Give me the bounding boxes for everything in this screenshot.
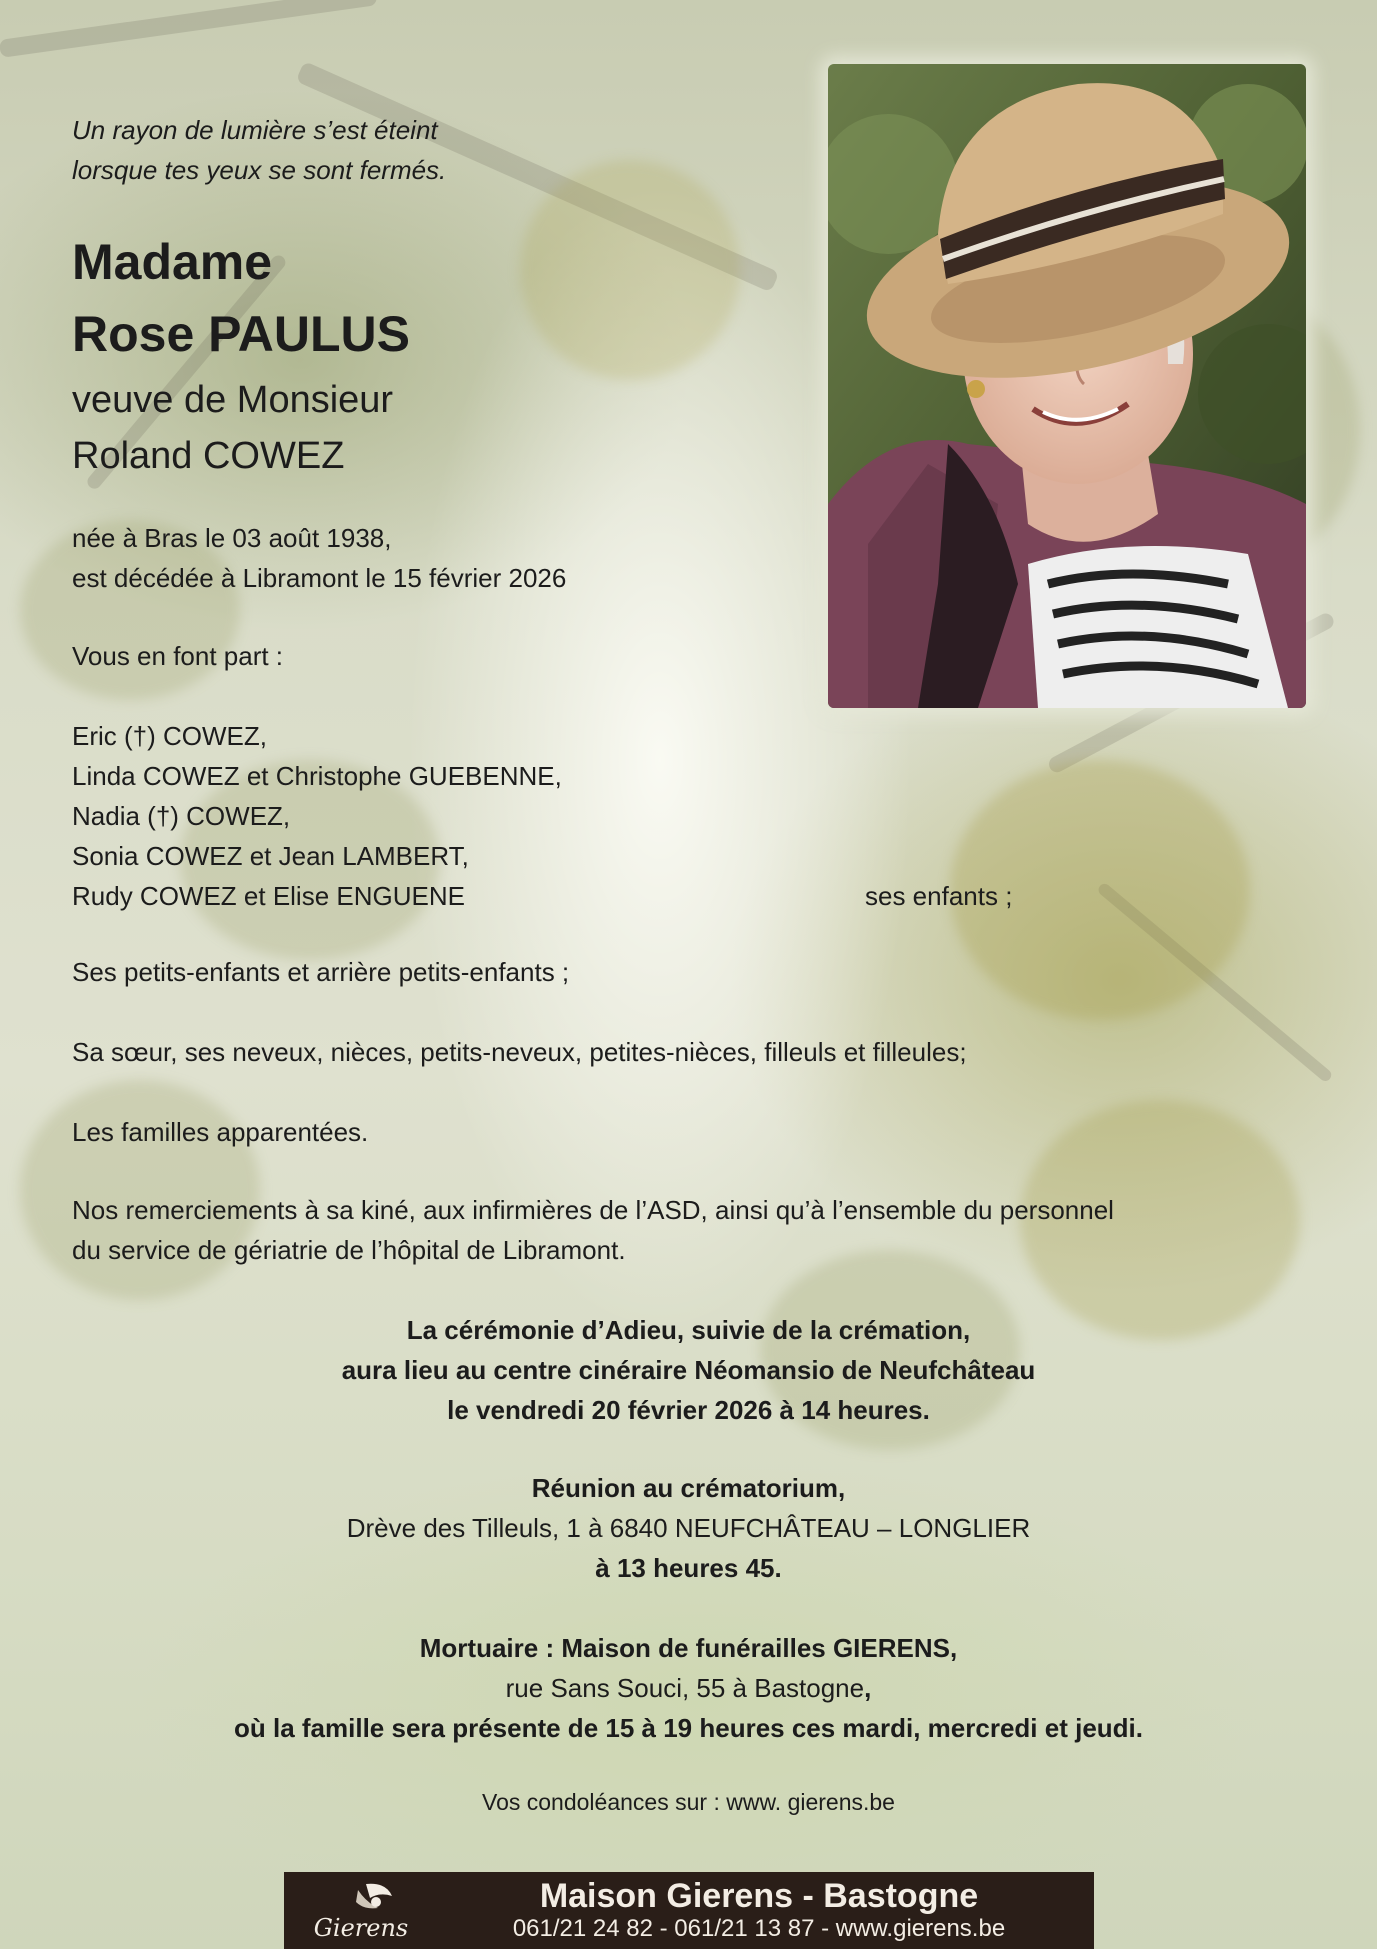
ceremony-block xyxy=(0,1310,1377,1430)
deceased-name-block xyxy=(72,226,410,370)
deceased-title: Madame xyxy=(72,234,273,290)
thanks-block xyxy=(72,1190,1114,1270)
list-item: Linda COWEZ et Christophe GUEBENNE, xyxy=(72,761,562,791)
children-relation: ses enfants ; xyxy=(865,881,1013,911)
gierens-logo xyxy=(306,1878,416,1944)
widow-block xyxy=(72,372,393,484)
portrait-photo xyxy=(828,64,1306,708)
related-families-line: Les familles apparentées. xyxy=(72,1117,369,1147)
deceased-name: Rose PAULUS xyxy=(72,306,411,362)
thanks-line-1: Nos remerciements à sa kiné, aux infirmières de l’ASD, ainsi qu’à l’ensemble du personnel xyxy=(72,1195,1114,1225)
widow-line-1: veuve de Monsieur xyxy=(72,379,394,421)
footer-title: Maison Gierens - Bastogne xyxy=(539,1877,979,1915)
list-item: Rudy COWEZ et Elise ENGUENE xyxy=(72,881,465,911)
birth-line: née à Bras le 03 août 1938, xyxy=(72,523,392,553)
thanks-line-2: du service de gériatrie de l’hôpital de Libramont. xyxy=(72,1235,626,1265)
siblings-line: Sa sœur, ses neveux, nièces, petits-neveux, petites-nièces, filleuls et filleules; xyxy=(72,1037,967,1067)
verse-line-1: Un rayon de lumière s’est éteint xyxy=(72,115,438,145)
list-item: Nadia (†) COWEZ, xyxy=(72,801,291,831)
children-list xyxy=(72,716,562,916)
footer-banner xyxy=(284,1872,1094,1949)
mortuary-address: rue Sans Souci, 55 à Bastogne xyxy=(505,1673,865,1703)
death-line: est décédée à Libramont le 15 février 2026 xyxy=(72,563,567,593)
meeting-block xyxy=(0,1468,1377,1588)
meeting-line-1: Réunion au crématorium, xyxy=(531,1473,846,1503)
ceremony-line-1: La cérémonie d’Adieu, suivie de la crémation, xyxy=(406,1315,971,1345)
verse xyxy=(72,110,446,190)
verse-line-2: lorsque tes yeux se sont fermés. xyxy=(72,155,447,185)
ceremony-line-3: le vendredi 20 février 2026 à 14 heures. xyxy=(447,1395,930,1425)
list-item: Sonia COWEZ et Jean LAMBERT, xyxy=(72,841,469,871)
widow-line-2: Roland COWEZ xyxy=(72,435,345,477)
announcement: Vous en font part : xyxy=(72,641,284,671)
list-item: Eric (†) COWEZ, xyxy=(72,721,267,751)
mortuary-address-comma: , xyxy=(864,1673,872,1703)
meeting-time: à 13 heures 45. xyxy=(595,1553,782,1583)
dates-block xyxy=(72,518,566,598)
mortuary-address-line xyxy=(0,1668,1377,1708)
grandchildren-line: Ses petits-enfants et arrière petits-enfants ; xyxy=(72,957,570,987)
meeting-address: Drève des Tilleuls, 1 à 6840 NEUFCHÂTEAU – LONGLIER xyxy=(346,1513,1031,1543)
mortuary-block xyxy=(0,1628,1377,1748)
mortuary-line-1: Mortuaire : Maison de funérailles GIERENS, xyxy=(419,1633,958,1663)
ceremony-line-2: aura lieu au centre cinéraire Néomansio de Neufchâteau xyxy=(341,1355,1036,1385)
logo-text: Gierens xyxy=(313,1914,409,1942)
mortuary-line-3: où la famille sera présente de 15 à 19 heures ces mardi, mercredi et jeudi. xyxy=(234,1713,1143,1743)
footer-contact: 061/21 24 82 - 061/21 13 87 - www.gierens.be xyxy=(512,1915,1006,1942)
condolences-line: Vos condoléances sur : www. gierens.be xyxy=(482,1789,895,1815)
